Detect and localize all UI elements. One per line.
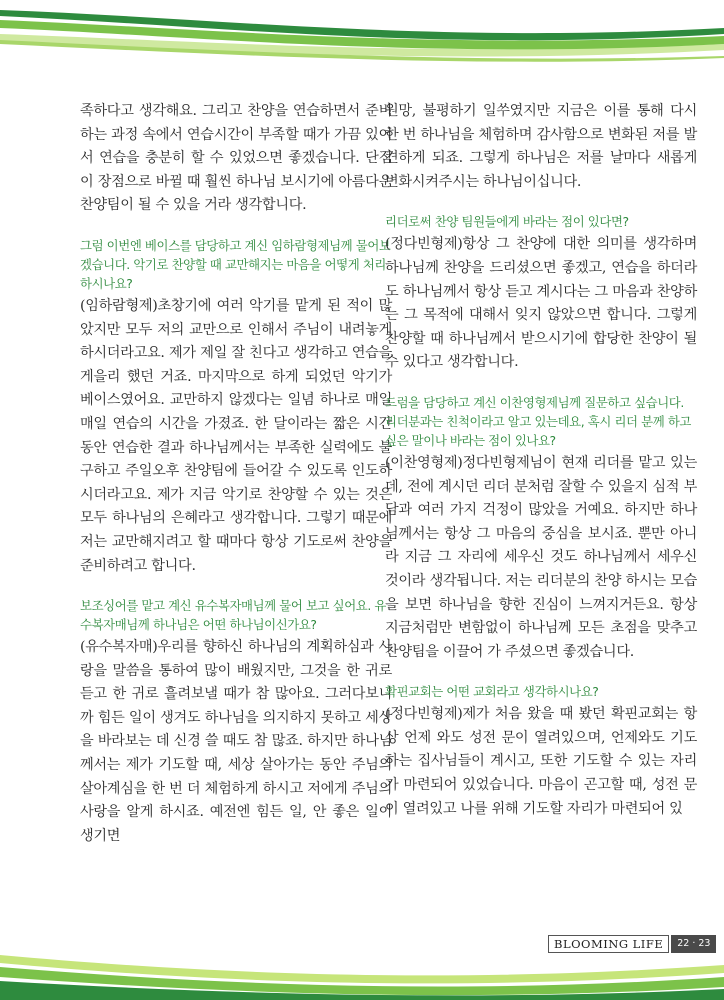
magazine-brand: BLOOMING LIFE bbox=[548, 935, 669, 953]
answer-paragraph: (유수복자매)우리를 향하신 하나님의 계획하심과 사랑을 말씀을 통하여 많이 배웠지만, 그것을 한 귀로 듣고 한 귀로 흘려보낼 때가 참 많아요. 그러다보니까 힘든 일이 생겨도 하나님을 의지하지 못하고 세상을 바라보는 데 신경 쓸 때도 참 많죠. 하지만 하나님께서는 제가 기도할 때, 세상 살아가는 동안 주님의 살아계심을 한 번 더 체험하게 하시고 저에게 주님의 사랑을 알게 하시죠. 예전엔 힘든 일, 안 좋은 일이 생기면 bbox=[80, 639, 392, 844]
answer-paragraph: (이찬영형제)정다빈형제님이 현재 리더를 맡고 있는데, 전에 계시던 리더 분처럼 잘할 수 있을지 심적 부담과 여러 가지 걱정이 많았을 거예요. 하지만 하나님께서는 항상 그 마음의 중심을 보시죠. 뿐만 아니라 지금 그 자리에 세우신 것도 하나님께서 세우신 것이라 생각됩니다. 저는 리더분의 찬양 하시는 모습을 보면 하나님을 향한 진심이 느껴지거든요. 항상 지금처럼만 변함없이 하나님께 모든 초점을 맞추고 찬양팀을 이끌어 가 주셨으면 좋겠습니다. bbox=[385, 454, 697, 660]
interview-question: 보조싱어를 맡고 계신 유수복자매님께 물어 보고 싶어요. 유수복자매님께 하나님은 어떤 하나님이신가요? bbox=[80, 598, 386, 633]
answer-paragraph: (임하람형제)초창기에 여러 악기를 맡게 된 적이 많았지만 모두 저의 교만으로 인해서 주님이 내려놓게 하시더라고요. 제가 제일 잘 친다고 생각하고 연습을 게을리 했던 거죠. 마지막으로 하게 되었던 악기가 베이스였어요. 교만하지 않겠다는 일념 하나로 매일매일 연습의 시간을 가졌죠. 한 달이라는 짧은 시간동안 연습한 결과 하나님께서는 부족한 실력에도 불구하고 주일오후 찬양팀에 들어갈 수 있도록 인도하시더라고요. 제가 지금 악기로 찬양할 수 있는 것은 모두 하나님의 은혜라고 생각합니다. 그렇기 때문에 저는 교만해지려고 할 때마다 항상 기도로써 찬양을 준비하려고 합니다. bbox=[80, 297, 392, 574]
interview-question: 확핀교회는 어떤 교회라고 생각하시나요? bbox=[385, 684, 599, 700]
answer-paragraph: 족하다고 생각해요. 그리고 찬양을 연습하면서 준비하는 과정 속에서 연습시간이 부족할 때가 가끔 있어서 연습을 충분히 할 수 있었으면 좋겠습니다. 단점이 장점으로 바뀔 때 훨씬 하나님 보시기에 아름다운 찬양팀이 될 수 있을 거라 생각합니다. bbox=[80, 103, 392, 214]
interview-question: 리더로써 찬양 팀원들에게 바라는 점이 있다면? bbox=[385, 214, 629, 230]
right-column bbox=[385, 100, 697, 821]
left-column bbox=[80, 100, 392, 848]
page-number: 22 · 23 bbox=[671, 935, 716, 953]
answer-paragraph: (정다빈형제)항상 그 찬양에 대한 의미를 생각하며 하나님께 찬양을 드리셨으면 좋겠고, 연습을 하더라도 하나님께서 항상 듣고 계시다는 그 마음과 찬양하는 그 목적에 대해서 잊지 않았으면 합니다. 그렇게 찬양할 때 하나님께서 받으시기에 합당한 찬양이 될 수 있다고 생각합니다. bbox=[385, 236, 697, 371]
interview-question: 그럼 이번엔 베이스를 담당하고 계신 임하람형제님께 물어보겠습니다. 악기로 찬양할 때 교만해지는 마음을 어떻게 처리하시나요? bbox=[80, 237, 391, 291]
answer-paragraph: 원망, 불평하기 일쑤였지만 지금은 이를 통해 다시 한 번 하나님을 체험하며 감사함으로 변화된 저를 발견하게 되죠. 그렇게 하나님은 저를 날마다 새롭게 변화시켜주시는 하나님이십니다. bbox=[385, 103, 697, 190]
bottom-green-swoosh bbox=[0, 925, 724, 1000]
top-green-swoosh bbox=[0, 0, 724, 80]
interview-question: 드럼을 담당하고 계신 이찬영형제님께 질문하고 싶습니다. 리더분과는 친척이라고 알고 있는데요, 혹시 리더 분께 하고 싶은 말이나 바라는 점이 있나요? bbox=[385, 394, 691, 448]
answer-paragraph: (정다빈형제)제가 처음 왔을 때 봤던 확핀교회는 항상 언제 와도 성전 문이 열려있으며, 언제와도 기도하는 집사님들이 계시고, 또한 기도할 수 있는 자리가 마련되어 있었습니다. 마음이 곤고할 때, 성전 문이 열려있고 나를 위해 기도할 자리가 마련되어 있 bbox=[385, 706, 697, 817]
